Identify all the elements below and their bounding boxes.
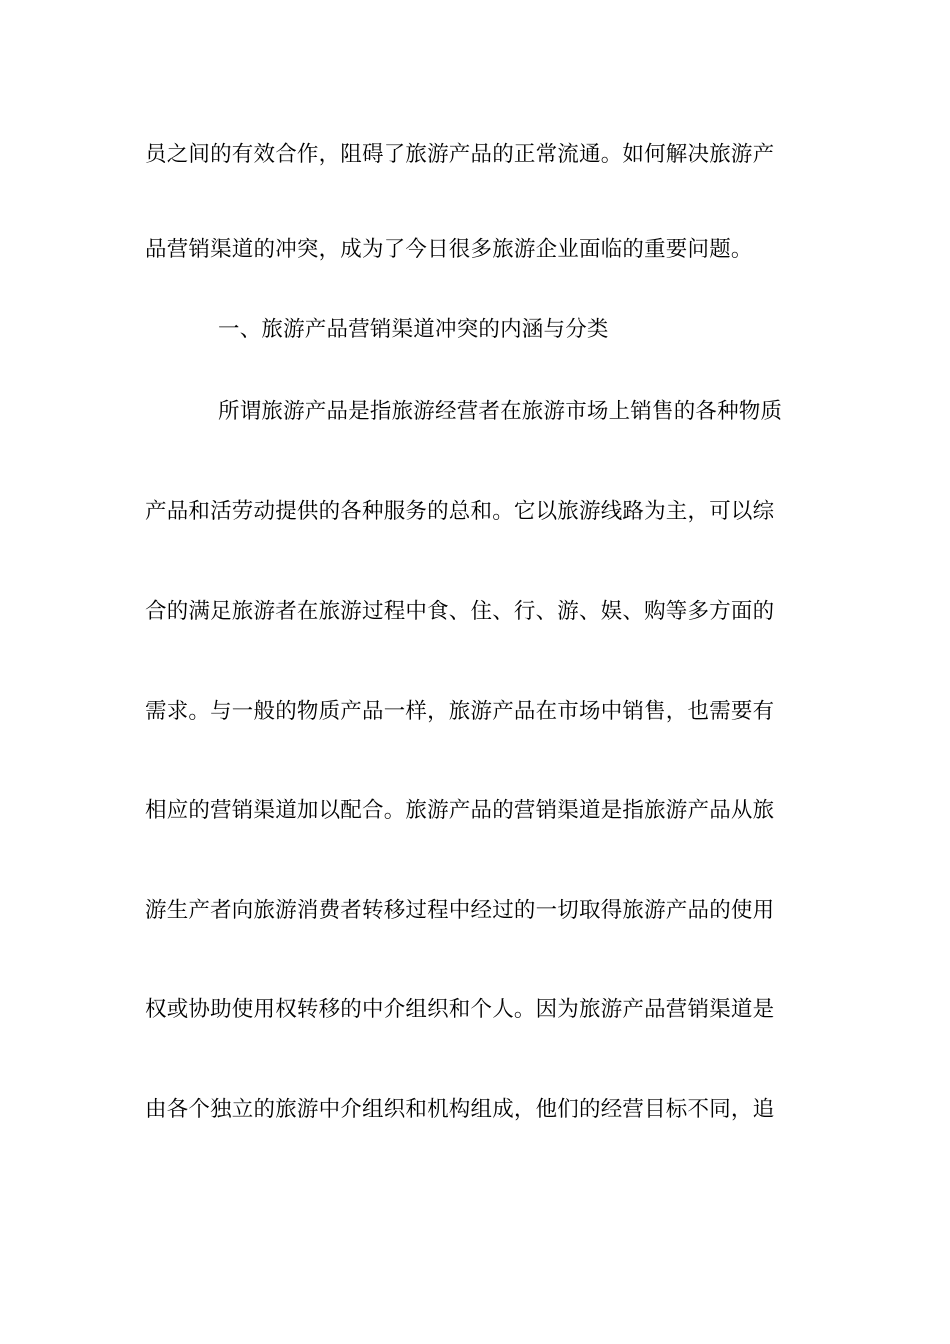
body-text-line: 需求。与一般的物质产品一样，旅游产品在市场中销售，也需要有 (145, 699, 775, 724)
body-text-line: 游生产者向旅游消费者转移过程中经过的一切取得旅游产品的使用 (145, 898, 775, 923)
body-text-line: 合的满足旅游者在旅游过程中食、住、行、游、娱、购等多方面的 (145, 599, 775, 624)
body-text-line: 所谓旅游产品是指旅游经营者在旅游市场上销售的各种物质 (218, 399, 783, 424)
body-text-line: 品营销渠道的冲突，成为了今日很多旅游企业面临的重要问题。 (145, 237, 753, 262)
body-text-line: 相应的营销渠道加以配合。旅游产品的营销渠道是指旅游产品从旅 (145, 798, 775, 823)
body-text-line: 员之间的有效合作，阻碍了旅游产品的正常流通。如何解决旅游产 (145, 142, 775, 167)
body-text-line: 产品和活劳动提供的各种服务的总和。它以旅游线路为主，可以综 (145, 499, 775, 524)
section-heading: 一、旅游产品营销渠道冲突的内涵与分类 (218, 317, 609, 342)
body-text-line: 权或协助使用权转移的中介组织和个人。因为旅游产品营销渠道是 (145, 997, 775, 1022)
body-text-line: 由各个独立的旅游中介组织和机构组成，他们的经营目标不同，追 (145, 1097, 775, 1122)
